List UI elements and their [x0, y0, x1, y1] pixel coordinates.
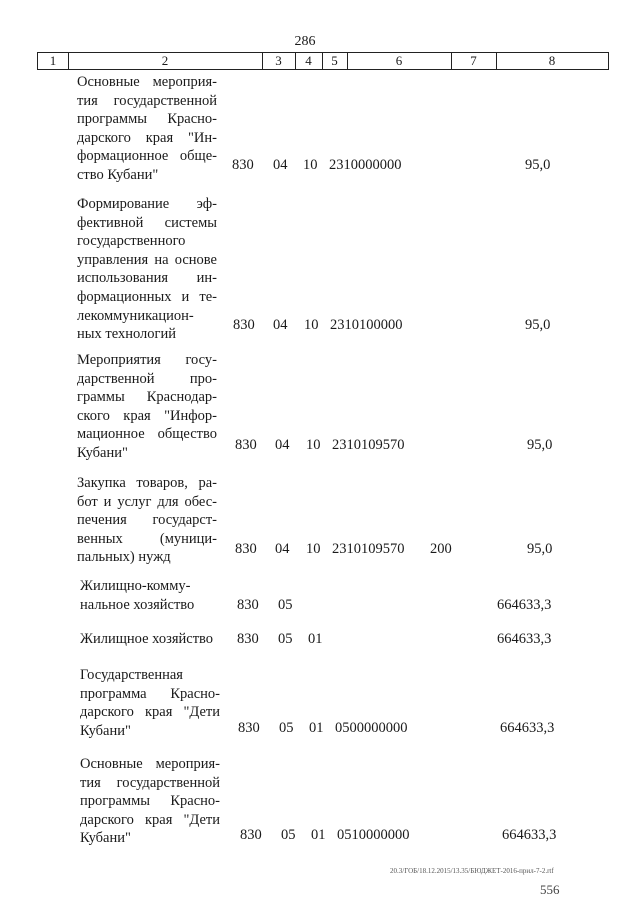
row-c6: 2310109570	[332, 437, 405, 453]
row-c4: 04	[273, 317, 288, 333]
row-c6: 2310000000	[329, 157, 402, 173]
row-c3: 830	[240, 827, 262, 843]
row-name: Государственная программа Красно-дарского края "Дети Кубани"	[80, 667, 220, 739]
row-c6: 2310109570	[332, 541, 405, 557]
row-c3: 830	[233, 317, 255, 333]
row-c3: 830	[235, 437, 257, 453]
row-c4: 05	[278, 631, 293, 647]
row-c8: 95,0	[525, 157, 551, 173]
row-name: Жилищное хозяйство	[80, 631, 214, 647]
row-c5: 01	[311, 827, 326, 843]
header-col-2: 2	[68, 53, 263, 69]
footer-file-code: 20.3/ГОБ/18.12.2015/13.35/БЮДЖЕТ-2016-прил-7-2.rtf	[390, 867, 554, 875]
row-c8: 95,0	[525, 317, 551, 333]
header-col-3: 3	[262, 53, 296, 69]
row-c4: 04	[275, 437, 290, 453]
row-c3: 830	[237, 597, 259, 613]
row-c4: 05	[281, 827, 296, 843]
row-name: Формирование эф-фективной системы государственного управления на основе использования ин-формационных и те-лекоммуникацион-ных технологий	[77, 196, 217, 343]
row-c3: 830	[235, 541, 257, 557]
page-number: 286	[294, 34, 316, 49]
header-col-7: 7	[451, 53, 497, 69]
row-c3: 830	[237, 631, 259, 647]
table-header	[37, 52, 609, 70]
sheet-number: 556	[540, 882, 560, 897]
row-c8: 95,0	[527, 437, 553, 453]
row-c4: 04	[275, 541, 290, 557]
row-c8: 664633,3	[502, 827, 557, 843]
row-name: Жилищно-комму-нальное хозяйство	[80, 578, 195, 613]
row-c4: 05	[278, 597, 293, 613]
row-c4: 04	[273, 157, 288, 173]
row-c6: 0500000000	[335, 720, 408, 736]
row-c5: 10	[303, 157, 318, 173]
row-name: Основные мероприя-тия государственной программы Красно-дарского края "Дети Кубани"	[80, 756, 220, 847]
row-c3: 830	[232, 157, 254, 173]
row-c5: 10	[304, 317, 319, 333]
row-c6: 0510000000	[337, 827, 410, 843]
header-col-5: 5	[322, 53, 348, 69]
row-name: Основные мероприя-тия государственной программы Красно-дарского края "Ин-формационное обще-ство Кубани"	[77, 74, 217, 183]
row-c5: 01	[309, 720, 324, 736]
row-c8: 664633,3	[497, 631, 552, 647]
header-col-6: 6	[347, 53, 452, 69]
row-c7: 200	[430, 541, 452, 557]
row-c8: 95,0	[527, 541, 553, 557]
row-c8: 664633,3	[497, 597, 552, 613]
row-c5: 10	[306, 541, 321, 557]
row-c4: 05	[279, 720, 294, 736]
row-name: Закупка товаров, ра-бот и услуг для обес-печения государст-венных (муници-пальных) нужд	[77, 475, 217, 566]
row-name: Мероприятия госу-дарственной про-граммы Краснодар-ского края "Инфор-мационное общество Кубани"	[77, 352, 217, 461]
row-c6: 2310100000	[330, 317, 403, 333]
row-c5: 01	[308, 631, 323, 647]
row-c5: 10	[306, 437, 321, 453]
header-col-4: 4	[295, 53, 323, 69]
row-c8: 664633,3	[500, 720, 555, 736]
header-col-8: 8	[548, 53, 556, 68]
row-c3: 830	[238, 720, 260, 736]
header-col-1: 1	[38, 53, 69, 69]
